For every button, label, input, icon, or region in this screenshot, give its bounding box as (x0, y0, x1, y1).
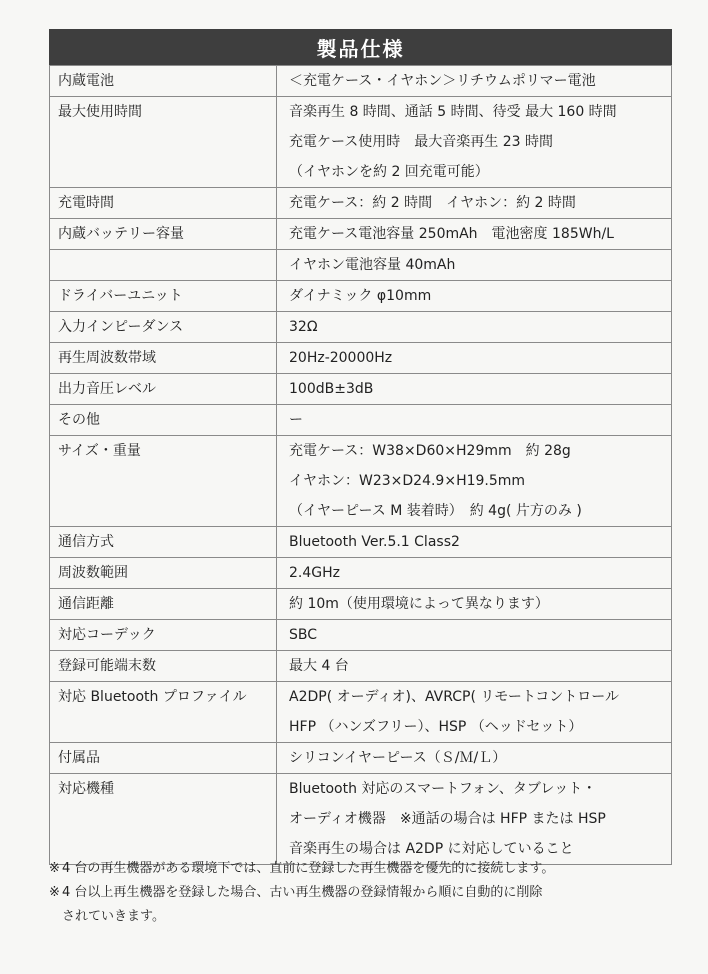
spec-label: 対応機種 (50, 774, 277, 865)
footnote-mark: ※ (49, 861, 60, 876)
spec-value-line: 100dB±3dB (289, 381, 374, 397)
spec-label: 充電時間 (50, 188, 277, 219)
spec-value-line: 最大 4 台 (289, 658, 349, 674)
spec-value-line: （イヤホンを約 2 回充電可能） (289, 164, 489, 180)
footnote (49, 881, 679, 929)
footnote-mark: ※ (49, 885, 60, 900)
spec-value (277, 97, 672, 188)
footnote-line: 4 台の再生機器がある環境下では、直前に登録した再生機器を優先的に接続します。 (62, 861, 555, 876)
spec-label: 最大使用時間 (50, 97, 277, 188)
spec-value-line: ＜充電ケース・イヤホン＞リチウムポリマー電池 (289, 73, 596, 89)
spec-row (50, 66, 672, 97)
spec-value-line: 32Ω (289, 319, 318, 335)
spec-label: 付属品 (50, 743, 277, 774)
footnote-text (62, 857, 679, 881)
spec-row (50, 743, 672, 774)
footnote-text (62, 881, 679, 929)
spec-label: 通信方式 (50, 527, 277, 558)
spec-value-line: 充電ケース：約 2 時間 イヤホン：約 2 時間 (289, 195, 576, 211)
spec-value-line: HFP （ハンズフリー）、HSP （ヘッドセット） (289, 719, 583, 735)
spec-value-line: 充電ケース電池容量 250mAh 電池密度 185Wh/L (289, 226, 614, 242)
spec-value-line: イヤホン：W23×D24.9×H19.5mm (289, 473, 526, 489)
spec-value-line: （イヤーピース M 装着時） 約 4g( 片方のみ ) (289, 503, 582, 519)
spec-value (277, 66, 672, 97)
spec-row (50, 312, 672, 343)
spec-row (50, 651, 672, 682)
spec-value (277, 774, 672, 865)
spec-title: 製品仕様 (49, 29, 672, 65)
spec-label: 対応 Bluetooth プロファイル (50, 682, 277, 743)
spec-value (277, 250, 672, 281)
spec-value-line: 約 10m（使用環境によって異なります） (289, 596, 549, 612)
spec-value (277, 527, 672, 558)
spec-value (277, 558, 672, 589)
spec-value (277, 281, 672, 312)
spec-row (50, 343, 672, 374)
spec-value (277, 343, 672, 374)
spec-sheet (49, 29, 672, 865)
spec-label: 再生周波数帯域 (50, 343, 277, 374)
spec-value (277, 589, 672, 620)
spec-value-line: オーディオ機器 ※通話の場合は HFP または HSP (289, 811, 606, 827)
spec-value-line: 充電ケース使用時 最大音楽再生 23 時間 (289, 134, 554, 150)
spec-value-line: ー (289, 412, 303, 428)
spec-value-line: ダイナミック φ10mm (289, 288, 432, 304)
spec-row (50, 527, 672, 558)
spec-value (277, 219, 672, 250)
spec-value-line: シリコンイヤーピース（Ｓ/Ｍ/Ｌ） (289, 750, 507, 766)
spec-label: サイズ・重量 (50, 436, 277, 527)
spec-value-line: 充電ケース：W38×D60×H29mm 約 28g (289, 443, 571, 459)
spec-value-line: 音楽再生の場合は A2DP に対応していること (289, 841, 574, 857)
spec-row (50, 97, 672, 188)
spec-row (50, 281, 672, 312)
spec-value (277, 374, 672, 405)
spec-value (277, 743, 672, 774)
spec-table-body (50, 66, 672, 865)
spec-label: その他 (50, 405, 277, 436)
spec-value-line: Bluetooth Ver.5.1 Class2 (289, 534, 460, 550)
spec-label: 内蔵電池 (50, 66, 277, 97)
spec-value-line: イヤホン電池容量 40mAh (289, 257, 456, 273)
spec-label: 周波数範囲 (50, 558, 277, 589)
spec-label: 登録可能端末数 (50, 651, 277, 682)
spec-row (50, 774, 672, 865)
spec-label: 通信距離 (50, 589, 277, 620)
spec-label: 出力音圧レベル (50, 374, 277, 405)
spec-value (277, 405, 672, 436)
spec-value-line: 音楽再生 8 時間、通話 5 時間、待受 最大 160 時間 (289, 104, 617, 120)
spec-value (277, 188, 672, 219)
spec-value-line: 2.4GHz (289, 565, 340, 581)
spec-value (277, 651, 672, 682)
footnote-line: されていきます。 (62, 909, 165, 924)
spec-label: 対応コーデック (50, 620, 277, 651)
spec-row (50, 436, 672, 527)
spec-label: ドライバーユニット (50, 281, 277, 312)
spec-value-line: 20Hz-20000Hz (289, 350, 393, 366)
spec-row (50, 188, 672, 219)
spec-value (277, 312, 672, 343)
spec-value (277, 436, 672, 527)
spec-row (50, 589, 672, 620)
spec-label: 内蔵バッテリー容量 (50, 219, 277, 250)
spec-row (50, 374, 672, 405)
spec-value (277, 682, 672, 743)
spec-value-line: A2DP( オーディオ)、AVRCP( リモートコントロール (289, 689, 619, 705)
spec-value (277, 620, 672, 651)
spec-label (50, 250, 277, 281)
spec-label: 入力インピーダンス (50, 312, 277, 343)
footnote (49, 857, 679, 881)
spec-row (50, 250, 672, 281)
spec-row (50, 620, 672, 651)
footnote-line: 4 台以上再生機器を登録した場合、古い再生機器の登録情報から順に自動的に削除 (62, 885, 543, 900)
spec-value-line: SBC (289, 627, 318, 643)
spec-value-line: Bluetooth 対応のスマートフォン、タブレット・ (289, 781, 597, 797)
spec-table (49, 65, 672, 865)
spec-row (50, 558, 672, 589)
spec-row (50, 682, 672, 743)
spec-row (50, 405, 672, 436)
footnotes (49, 857, 679, 929)
spec-row (50, 219, 672, 250)
